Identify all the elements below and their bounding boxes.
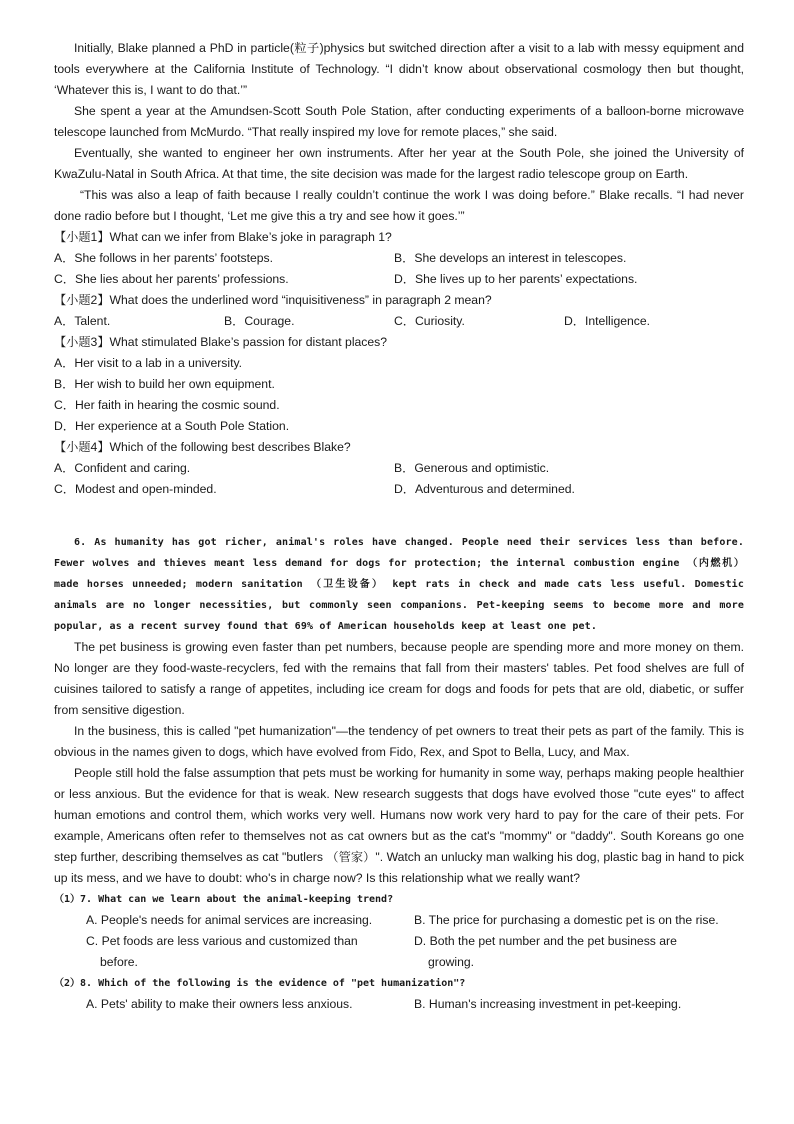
option-a[interactable]: A．Confident and caring. [54, 461, 191, 475]
passage1-paragraph-3: Eventually, she wanted to engineer her own instruments. After her year at the South Pole, she joined the University of KwaZulu-Natal in South Africa. At that time, the site decision was made for the largest radio telescope group on Earth. [54, 146, 744, 181]
question-1-options-row-2 [54, 269, 744, 290]
option-b[interactable]: B．Generous and optimistic. [394, 461, 550, 475]
option-d[interactable]: D．Adventurous and determined. [394, 482, 575, 496]
question-7-options-row-1 [86, 910, 744, 931]
section-gap [54, 500, 744, 532]
passage1-paragraph-4: “This was also a leap of faith because I really couldn’t continue the work I was doing before.” Blake recalls. “I had never done radio before but I thought, ‘Let me give this a try and see how it goes.’” [54, 188, 744, 223]
passage2-intro: 6. As humanity has got richer, animal's roles have changed. People need their services less than before. Fewer wolves and thieves meant less demand for dogs for protection; the internal combustion engine （内燃机） made horses unneeded; modern sanitation （卫生设备） kept rats in check and made cats less useful. Domestic animals are no longer necessities, but commonly seen companions. Pet-keeping seems to become more and more popular, as a recent survey found that 69% of American households keep at least one pet. [54, 537, 744, 632]
question-1-stem: 【小题1】What can we infer from Blake’s joke in paragraph 1? [54, 230, 392, 244]
question-2-options-row [54, 311, 744, 332]
option-a[interactable]: A．Talent. [54, 314, 111, 328]
option-c[interactable]: C．Modest and open-minded. [54, 482, 217, 496]
option-c[interactable]: C．She lies about her parents’ professions. [54, 272, 289, 286]
option-d[interactable]: D．Her experience at a South Pole Station. [54, 419, 290, 433]
option-b[interactable]: B．Her wish to build her own equipment. [54, 377, 275, 391]
passage2-paragraph-3: People still hold the false assumption that pets must be working for humanity in some way, perhaps making people healthier or less anxious. But the evidence for that is weak. New research suggests that dogs have evolved those "cute eyes" to affect human emotions and control them, which works very well. Humans now work very hard to pay for the care of their pets. For example, Americans often refer to themselves not as cat owners but as the cat's "mommy" or "daddy". South Koreans go one step further, describing themselves as cat "butlers （管家）". Watch an unlucky man walking his dog, plastic bag in hand to pick up its mess, and we have to doubt: who's in charge now? Is this relationship what we really want? [54, 766, 744, 885]
option-d[interactable]: D．Intelligence. [564, 314, 651, 328]
passage1-paragraph-1: Initially, Blake planned a PhD in particle(粒子)physics but switched direction after a visit to a lab with messy equipment and tools everywhere at the California Institute of Technology. “I didn’t know about observational cosmology then but thought, ‘Whatever this is, I want to do that.’” [54, 41, 744, 97]
question-3-option-a[interactable] [54, 353, 744, 374]
option-a[interactable]: A. People's needs for animal services are increasing. [86, 913, 373, 927]
question-3-stem: 【小题3】What stimulated Blake’s passion for distant places? [54, 335, 388, 349]
document-page [54, 38, 744, 1015]
question-3-option-b[interactable] [54, 374, 744, 395]
question-4-options-row-1 [54, 458, 744, 479]
question-4-stem: 【小题4】Which of the following best describes Blake? [54, 440, 351, 454]
passage2-paragraph-2: In the business, this is called "pet humanization"—the tendency of pet owners to treat their pets as part of the family. This is obvious in the names given to dogs, which have evolved from Fido, Rex, and Spot to Bella, Lucy, and Max. [54, 724, 744, 759]
question-3-option-d[interactable] [54, 416, 744, 437]
option-c[interactable]: C．Her faith in hearing the cosmic sound. [54, 398, 280, 412]
option-b[interactable]: B．She develops an interest in telescopes. [394, 251, 627, 265]
option-c[interactable]: C．Curiosity. [394, 314, 465, 328]
question-8-stem: （2）8. Which of the following is the evidence of "pet humanization"? [54, 978, 466, 989]
question-8-options-row-1 [86, 994, 744, 1015]
question-3-option-c[interactable] [54, 395, 744, 416]
question-2-stem: 【小题2】What does the underlined word “inquisitiveness” in paragraph 2 mean? [54, 293, 492, 307]
option-b[interactable]: B. The price for purchasing a domestic pet is on the rise. [414, 913, 719, 927]
option-a[interactable]: A．She follows in her parents’ footsteps. [54, 251, 274, 265]
question-1-options-row-1 [54, 248, 744, 269]
question-7-stem: （1）7. What can we learn about the animal-keeping trend? [54, 894, 394, 905]
option-b[interactable]: B．Courage. [224, 314, 295, 328]
option-d[interactable]: D．She lives up to her parents’ expectations. [394, 272, 638, 286]
option-a[interactable]: A. Pets' ability to make their owners less anxious. [86, 997, 353, 1011]
option-b[interactable]: B. Human's increasing investment in pet-keeping. [414, 997, 682, 1011]
option-d[interactable]: D. Both the pet number and the pet business are growing. [414, 934, 677, 969]
passage1-paragraph-2: She spent a year at the Amundsen-Scott South Pole Station, after conducting experiments of a balloon-borne microwave telescope launched from McMurdo. “That really inspired my love for remote places,” she said. [54, 104, 744, 139]
passage2-paragraph-1: The pet business is growing even faster than pet numbers, because people are spending more and more money on them. No longer are they food-waste-recyclers, fed with the remains that fall from their masters' tables. Pet food shelves are full of cuisines tailored to satisfy a range of appetites, including ice cream for dogs and foods for pets that are old, diabetic, or suffer from sensitive digestion. [54, 640, 744, 717]
question-4-options-row-2 [54, 479, 744, 500]
option-c[interactable]: C. Pet foods are less various and customized than before. [86, 934, 358, 969]
question-7-options-row-2 [86, 931, 744, 973]
option-a[interactable]: A．Her visit to a lab in a university. [54, 356, 243, 370]
